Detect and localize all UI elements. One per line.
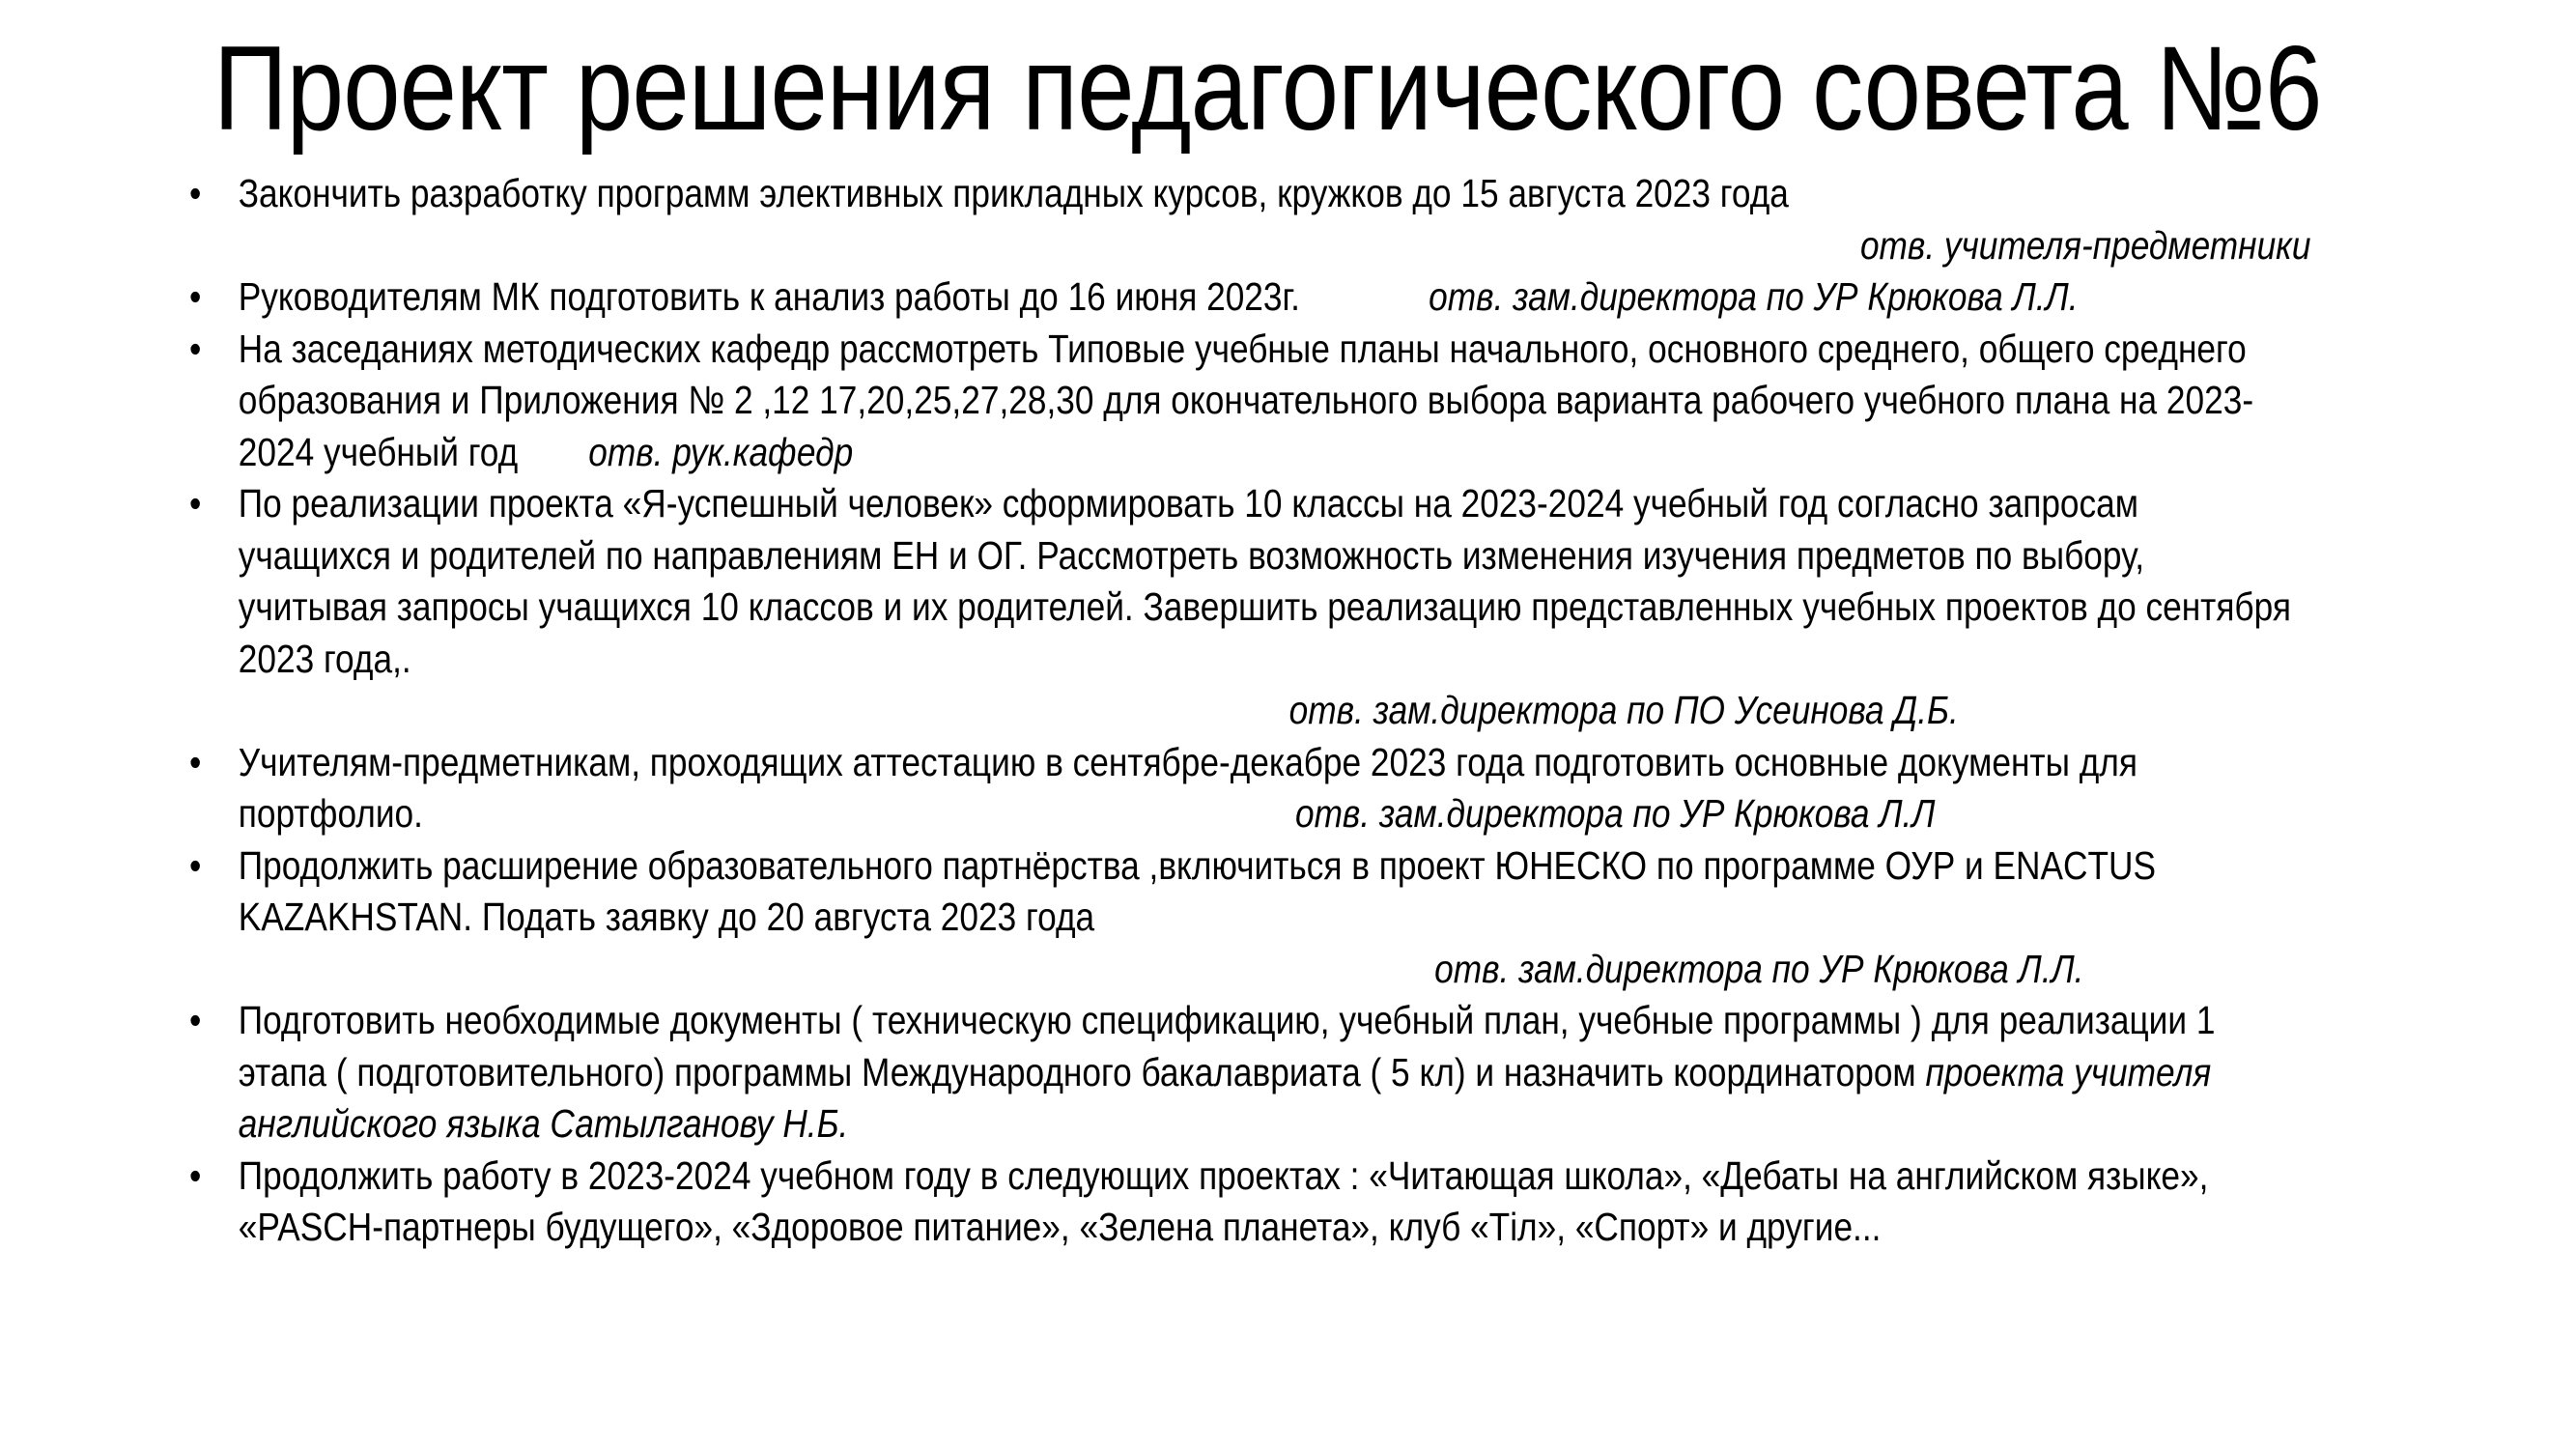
list-item [189, 324, 2469, 479]
responsible-person: отв. зам.директора по УР Крюкова Л.Л [1294, 791, 1936, 836]
item-text-line: портфолио. [238, 791, 423, 836]
item-text-line: На заседаниях методических кафедр рассмотреть Типовые учебные планы начального, основного среднего, общего среднего [238, 326, 2247, 371]
bullet-icon: • [189, 1152, 202, 1198]
responsible-person: отв. зам.директора по ПО Усеинова Д.Б. [1288, 688, 1959, 732]
item-text: Руководителям МК подготовить к анализ работы до 16 июня 2023г. [238, 274, 1300, 319]
item-text-line: KAZAKHSTAN. Подать заявку до 20 августа 2023 года [238, 895, 1095, 939]
item-text-line: Продолжить расширение образовательного партнёрства ,включиться в проект ЮНЕСКО по программе ОУР и ENACTUS [238, 842, 2157, 888]
responsible-person: отв. рук.кафедр [588, 429, 854, 474]
item-text-line: По реализации проекта «Я-успешный человек» сформировать 10 классы на 2023-2024 учебный год согласно запросам [238, 481, 2139, 526]
item-text-line: учитывая запросы учащихся 10 классов и их родителей. Завершить реализацию представленных учебных проектов до сентября [238, 584, 2291, 629]
bullet-icon: • [189, 481, 202, 526]
item-text-line: учащихся и родителей по направлениям ЕН и ОГ. Рассмотреть возможность изменения изучения предметов по выбору, [238, 532, 2145, 578]
item-text-line: Подготовить необходимые документы ( техническую спецификацию, учебный план, учебные программы ) для реализации 1 [238, 998, 2216, 1042]
list-item [189, 737, 2469, 840]
list-item [189, 840, 2469, 996]
list-item [189, 271, 2469, 324]
bullet-icon: • [189, 326, 202, 371]
item-text: Закончить разработку программ элективных прикладных курсов, кружков до 15 августа 2023 года [238, 171, 1789, 215]
item-text-line: этапа ( подготовительного) программы Международного бакалавриата ( 5 кл) и назначить координатором [238, 1049, 1916, 1094]
responsible-person: отв. зам.директора по УР Крюкова Л.Л. [1429, 274, 2079, 319]
item-text-line: Продолжить работу в 2023-2024 учебном году в следующих проектах : «Читающая школа», «Дебаты на английском языке», [238, 1152, 2209, 1198]
list-item [189, 168, 2469, 271]
list-item [189, 995, 2469, 1151]
list-item [189, 1151, 2469, 1254]
bullet-icon: • [189, 171, 202, 215]
bullet-icon: • [189, 998, 202, 1042]
responsible-person: отв. зам.директора по УР Крюкова Л.Л. [1434, 946, 2084, 991]
item-text-line: «PASCH-партнеры будущего», «Здоровое питание», «Зелена планета», клуб «Тіл», «Спорт» и другие... [238, 1205, 1882, 1249]
item-text-line: 2024 учебный год [238, 429, 519, 474]
responsible-person: отв. учителя-предметники [1859, 222, 2311, 268]
bullet-icon: • [189, 274, 202, 319]
slide-title: Проект решения педагогического совета №6 [213, 22, 2322, 156]
item-text-line: Учителям-предметникам, проходящих аттестацию в сентябре-декабре 2023 года подготовить основные документы для [238, 739, 2137, 784]
decision-list [189, 168, 2469, 1254]
item-text-line: 2023 года,. [238, 636, 411, 681]
bullet-icon: • [189, 739, 202, 784]
item-italic-text: английского языка Сатылганову Н.Б. [238, 1101, 849, 1146]
list-item [189, 478, 2469, 737]
item-text-line: образования и Приложения № 2 ,12 17,20,25,27,28,30 для окончательного выбора варианта рабочего учебного плана на 2023- [238, 378, 2254, 422]
item-italic-text: проекта учителя [1925, 1049, 2212, 1094]
bullet-icon: • [189, 842, 202, 888]
